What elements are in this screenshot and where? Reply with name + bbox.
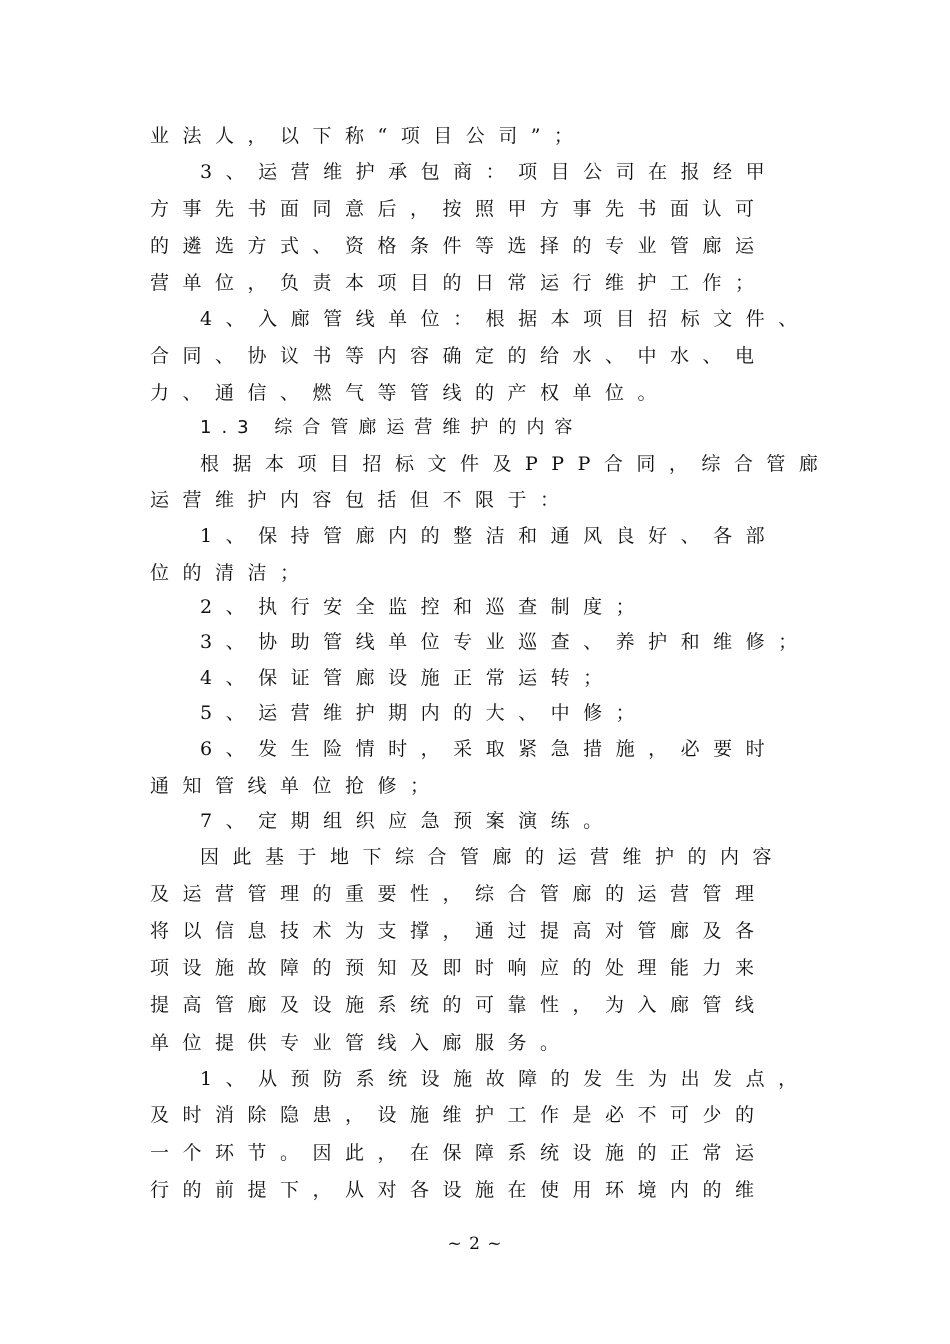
text-line: 力、通信、燃气等管线的产权单位。 — [150, 382, 671, 404]
text-line: 4、保证管廊设施正常运转； — [200, 667, 616, 689]
text-line: 3、运营维护承包商：项目公司在报经甲 — [200, 161, 779, 183]
text-line: 通知管线单位抢修； — [150, 775, 443, 797]
text-line: 运营维护内容包括但不限于： — [150, 489, 573, 511]
page-number: ~ 2 ~ — [447, 1234, 503, 1254]
text-line: 项设施故障的预知及即时响应的处理能力来 — [150, 957, 768, 979]
text-line: 1、保持管廊内的整洁和通风良好、各部 — [200, 525, 779, 547]
text-line: 的遴选方式、资格条件等选择的专业管廊运 — [150, 235, 768, 257]
text-line: 2、执行安全监控和巡查制度； — [200, 596, 649, 618]
text-line: 行的前提下，从对各设施在使用环境内的维 — [150, 1179, 768, 1201]
text-line: 1、从预防系统设施故障的发生为出发点， — [200, 1068, 811, 1090]
text-line: 营单位，负责本项目的日常运行维护工作； — [150, 272, 768, 294]
text-line: 5、运营维护期内的大、中修； — [200, 702, 649, 724]
text-line: 一个环节。因此，在保障系统设施的正常运 — [150, 1142, 768, 1164]
text-line: 根据本项目招标文件及PPP合同，综合管廊 — [200, 453, 832, 475]
text-line: 提高管廊及设施系统的可靠性，为入廊管线 — [150, 994, 768, 1016]
text-line: 及运营管理的重要性，综合管廊的运营管理 — [150, 883, 768, 905]
text-line: 4、入廊管线单位：根据本项目招标文件、 — [200, 308, 811, 330]
text-line: 6、发生险情时，采取紧急措施，必要时 — [200, 738, 779, 760]
text-line: 3、协助管线单位专业巡查、养护和维修； — [200, 631, 811, 653]
text-line: 单位提供专业管线入廊服务。 — [150, 1032, 573, 1054]
text-line: 及时消除隐患，设施维护工作是必不可少的 — [150, 1104, 768, 1126]
text-line: 业法人，以下称“项目公司”； — [150, 125, 587, 147]
text-line: 方事先书面同意后，按照甲方事先书面认可 — [150, 198, 768, 220]
text-line: 将以信息技术为支撑，通过提高对管廊及各 — [150, 920, 768, 942]
text-line: 合同、协议书等内容确定的给水、中水、电 — [150, 345, 768, 367]
text-line: 因此基于地下综合管廊的运营维护的内容 — [200, 846, 786, 868]
section-heading: 1.3 综合管廊运营维护的内容 — [200, 417, 583, 438]
text-line: 位的清洁； — [150, 562, 313, 584]
text-line: 7、定期组织应急预案演练。 — [200, 810, 616, 832]
